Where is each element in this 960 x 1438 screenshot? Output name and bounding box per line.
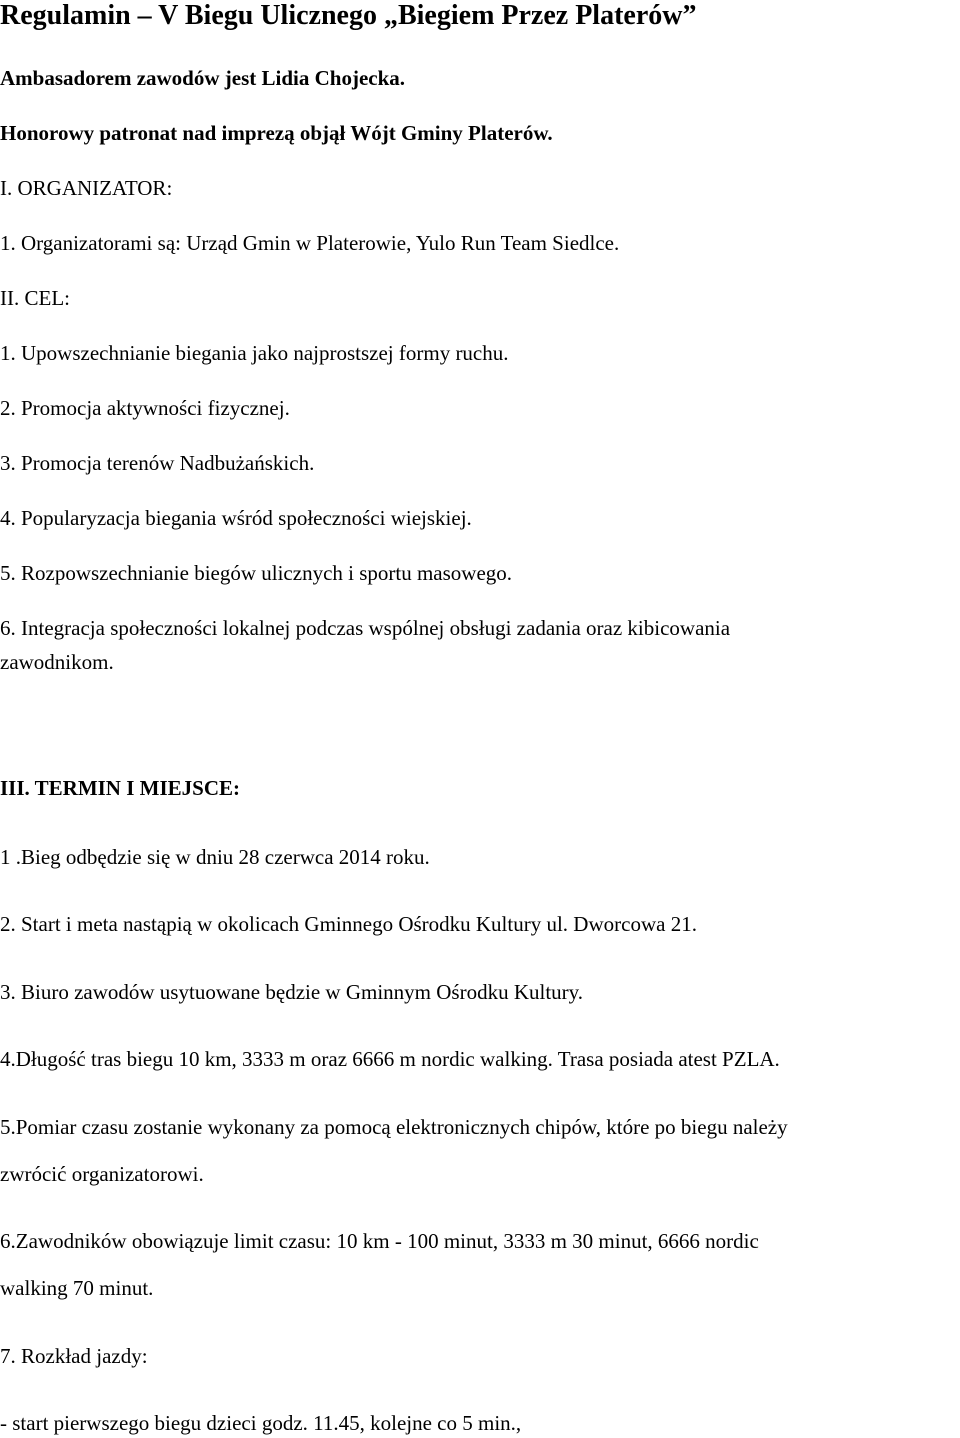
ambassador-line: Ambasadorem zawodów jest Lidia Chojecka. [0, 66, 406, 90]
schedule-item-6: 6.Zawodników obowiązuje limit czasu: 10 km - 100 minut, 3333 m 30 minut, 6666 nordic [0, 1229, 759, 1253]
schedule-item-7: 7. Rozkład jazdy: [0, 1344, 148, 1368]
schedule-item-5-continued: zwrócić organizatorowi. [0, 1162, 204, 1186]
section-heading-schedule: III. TERMIN I MIEJSCE: [0, 776, 240, 800]
schedule-item-1: 1 .Bieg odbędzie się w dniu 28 czerwca 2014 roku. [0, 845, 430, 869]
goal-item-6-continued: zawodnikom. [0, 650, 114, 674]
schedule-item-3: 3. Biuro zawodów usytuowane będzie w Gminnym Ośrodku Kultury. [0, 980, 584, 1004]
schedule-item-5: 5.Pomiar czasu zostanie wykonany za pomocą elektronicznych chipów, które po biegu należy [0, 1115, 788, 1139]
document-title: Regulamin – V Biegu Ulicznego „Biegiem Przez Platerów” [0, 0, 697, 31]
schedule-item-2: 2. Start i meta nastąpią w okolicach Gminnego Ośrodku Kultury ul. Dworcowa 21. [0, 912, 697, 936]
schedule-item-4: 4.Długość tras biegu 10 km, 3333 m oraz 6666 m nordic walking. Trasa posiada atest PZLA. [0, 1047, 780, 1071]
schedule-subitem-start: - start pierwszego biegu dzieci godz. 11.45, kolejne co 5 min., [0, 1411, 522, 1435]
section-heading-goal: II. CEL: [0, 286, 70, 310]
goal-item-5: 5. Rozpowszechnianie biegów ulicznych i sportu masowego. [0, 561, 513, 585]
goal-item-2: 2. Promocja aktywności fizycznej. [0, 396, 290, 420]
goal-item-4: 4. Popularyzacja biegania wśród społeczności wiejskiej. [0, 506, 472, 530]
goal-item-1: 1. Upowszechnianie biegania jako najprostszej formy ruchu. [0, 341, 509, 365]
patronage-line: Honorowy patronat nad imprezą objął Wójt Gminy Platerów. [0, 121, 553, 145]
organizer-item-1: 1. Organizatorami są: Urząd Gmin w Platerowie, Yulo Run Team Siedlce. [0, 231, 620, 255]
section-heading-organizer: I. ORGANIZATOR: [0, 176, 173, 200]
schedule-item-6-continued: walking 70 minut. [0, 1276, 154, 1300]
goal-item-6: 6. Integracja społeczności lokalnej podczas wspólnej obsługi zadania oraz kibicowania [0, 616, 731, 640]
goal-item-3: 3. Promocja terenów Nadbużańskich. [0, 451, 315, 475]
